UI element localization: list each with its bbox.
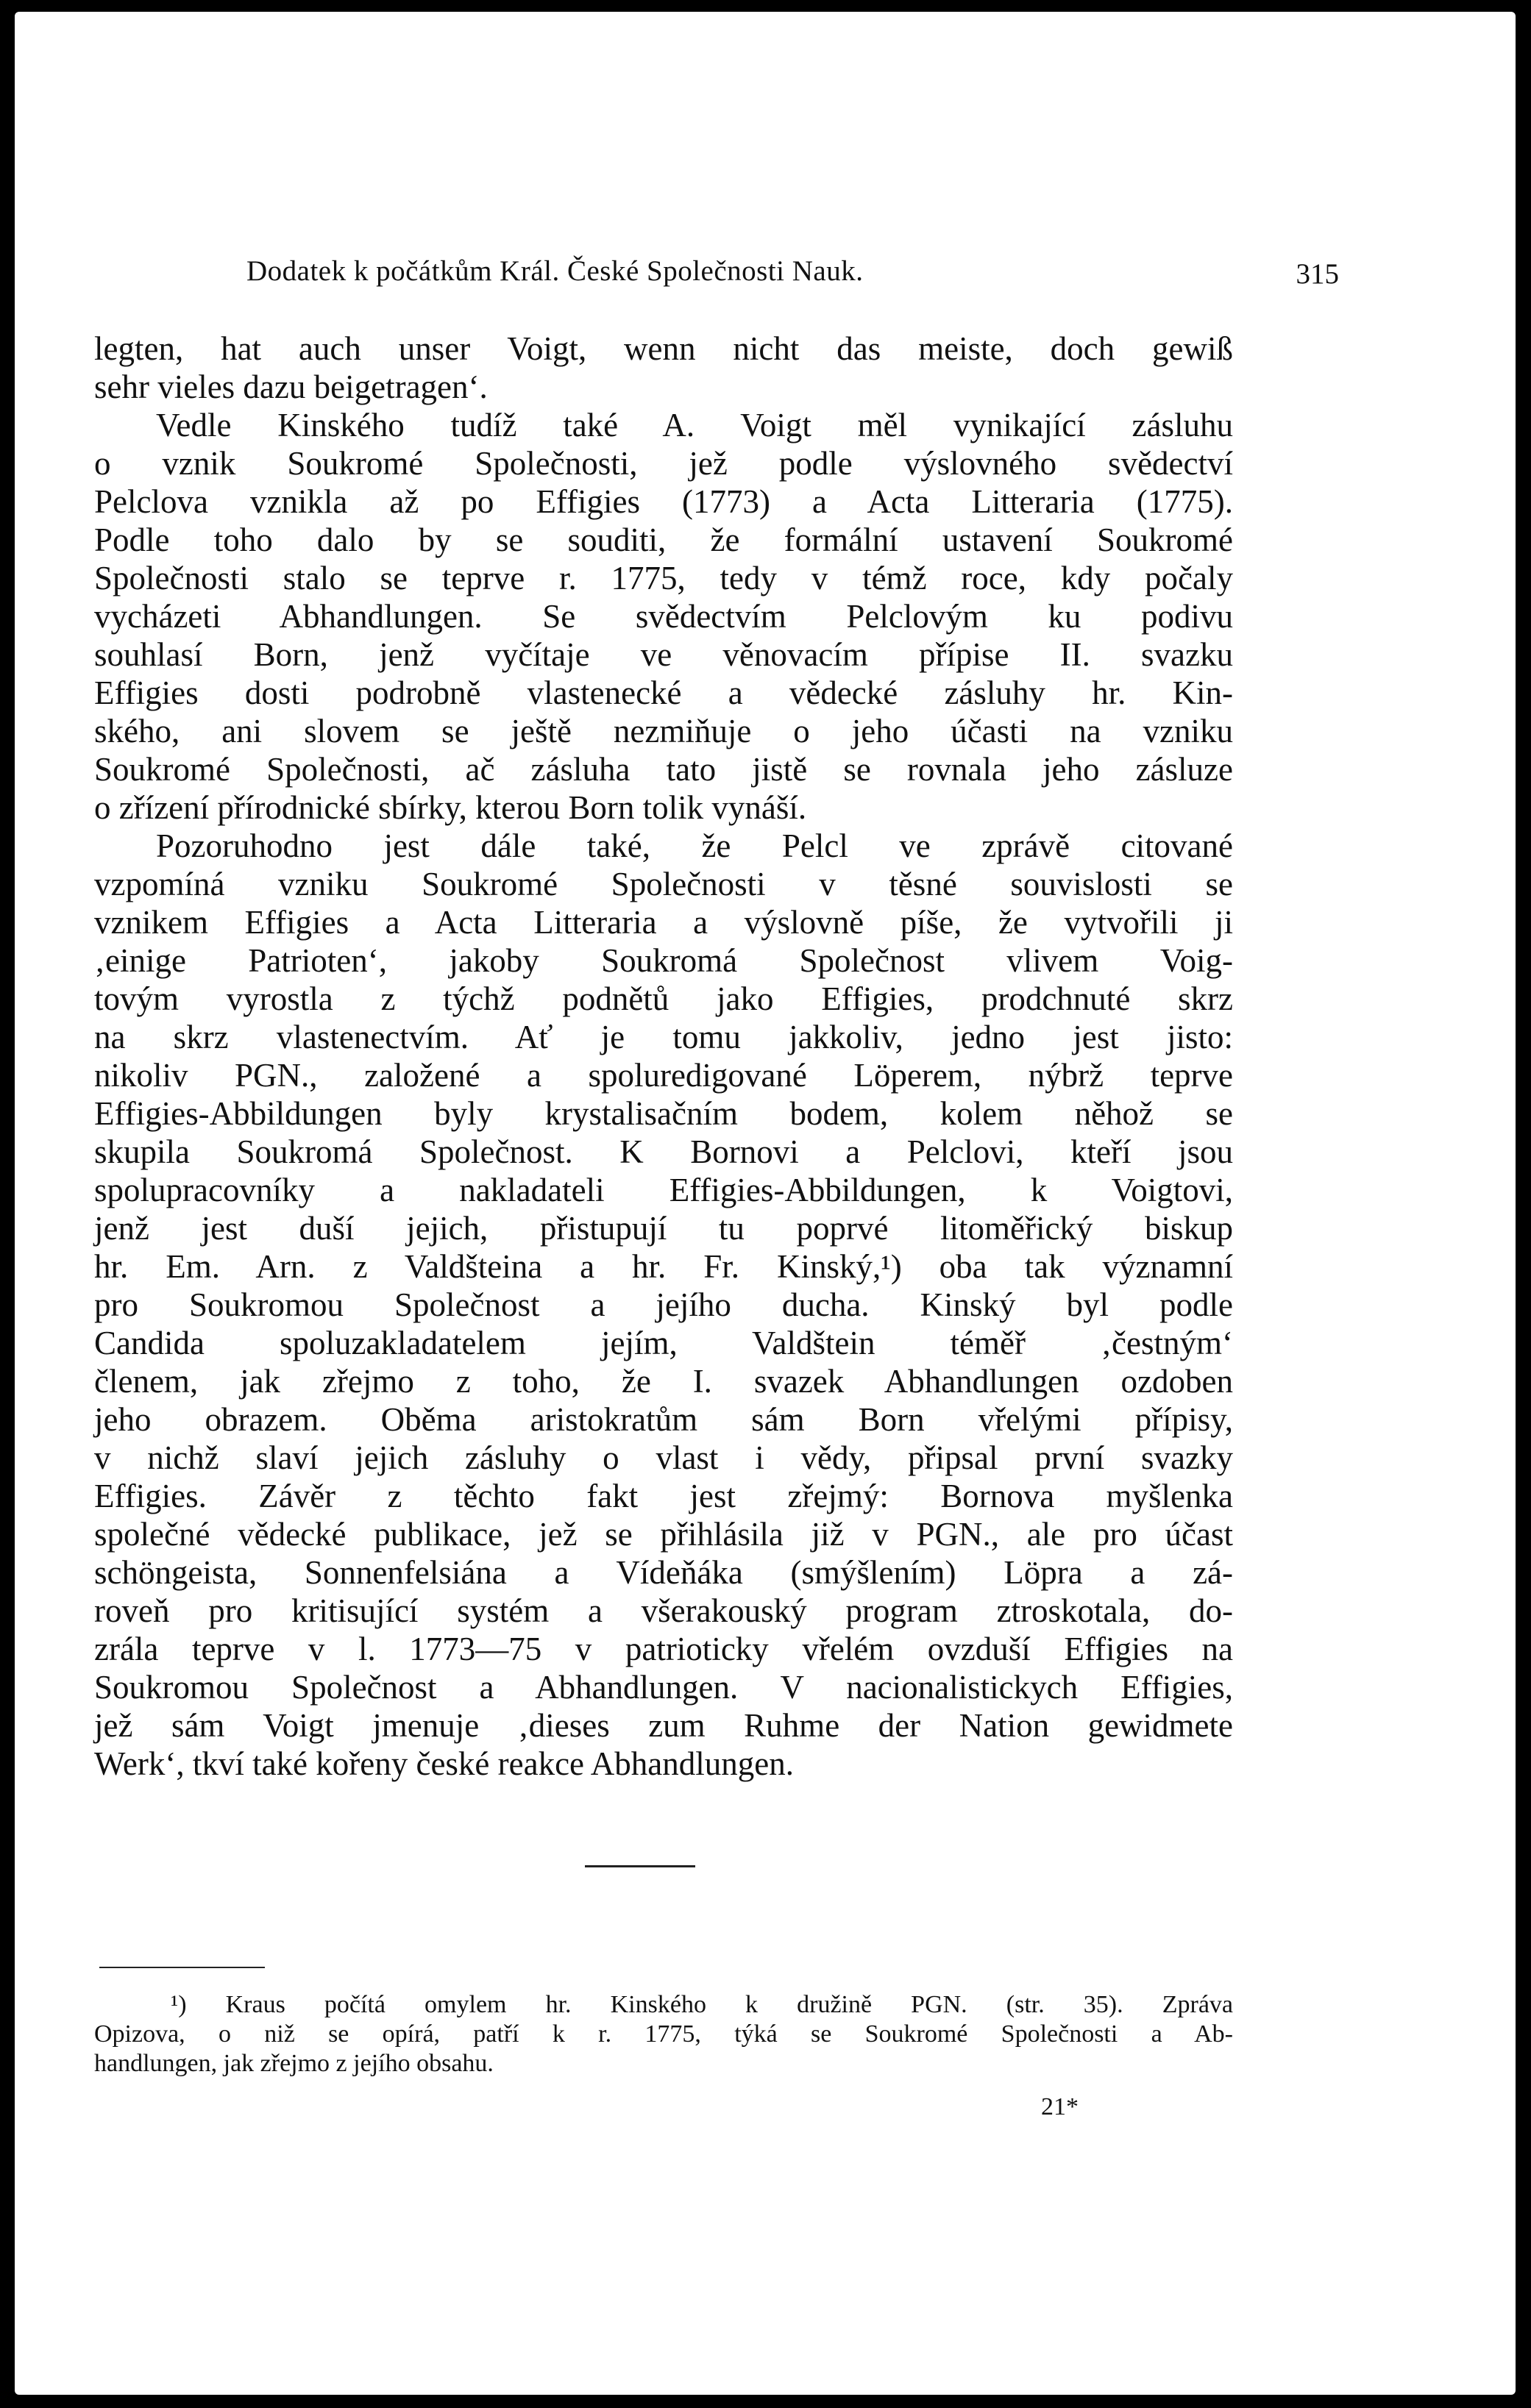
text-line: zrála teprve v l. 1773—75 v patriotic​ky vřelém ovzduší Effigies na [94, 1631, 1233, 1667]
text-line: jeho obrazem. Oběma aristokratům sám Born vřelými přípisy, [94, 1401, 1233, 1438]
text-line: společné vědecké publikace, jež se přihlásila již v PGN., ale pro účast [94, 1516, 1233, 1553]
text-line: sehr vieles dazu beigetragen‘. [94, 368, 488, 405]
text-line: skupila Soukromá Společnost. K Bornovi a Pelclovi, kteří jsou [94, 1133, 1233, 1170]
text-line: Pozoruhodno jest dále také, že Pelcl ve zprávě citované [156, 827, 1233, 864]
footnote-rule [99, 1967, 265, 1968]
text-line: na skrz vlastenectvím. Ať je tomu jakkoliv, jedno jest jisto: [94, 1019, 1233, 1055]
page-number: 315 [1296, 258, 1339, 290]
text-line: pro Soukromou Společnost a jejího ducha. Kinský byl podle [94, 1286, 1233, 1323]
text-line: Werk‘, tkví také kořeny české reakce Abhandlungen. [94, 1745, 794, 1782]
text-line: schöngeista, Sonnenfelsiána a Vídeňáka (smýšlením) Löpra a zá- [94, 1554, 1233, 1591]
text-line: Effigies. Závěr z těchto fakt jest zřejmý: Bornova myšlenka [94, 1478, 1233, 1514]
text-line: v nichž slaví jejich zásluhy o vlast i vědy, připsal první svazky [94, 1439, 1233, 1476]
text-line: ‚einige Patrioten‘, jakoby Soukromá Společnost vlivem Voig- [94, 942, 1233, 979]
text-line: vycházeti Abhandlungen. Se svědectvím Pelclovým ku podivu [94, 598, 1233, 635]
footnotes [94, 1990, 1233, 2078]
text-line: Soukromé Společnosti, ač zásluha tato jistě se rovnala jeho zásluze [94, 751, 1233, 788]
text-line: roveň pro kritisující systém a všerakouský program ztroskotala, do- [94, 1592, 1233, 1629]
text-line: Společnosti stalo se teprve r. 1775, tedy v témž roce, kdy počaly [94, 560, 1233, 596]
text-line: Podle toho dalo by se souditi, že formální ustavení Soukromé [94, 521, 1233, 558]
footnote-line: Opizova, o niž se opírá, patří k r. 1775, týká se Soukromé Společnosti a Ab- [94, 2020, 1233, 2048]
text-line: souhlasí Born, jenž vyčítaje ve věnovacím přípise II. svazku [94, 636, 1233, 673]
text-line: tovým vyrostla z týchž podnětů jako Effigies, prodchnuté skrz [94, 980, 1233, 1017]
text-line: jež sám Voigt jmenuje ‚dieses zum Ruhme der Nation gewidmete [94, 1707, 1233, 1744]
text-line: o vznik Soukromé Společnosti, jež podle výslovného svědectví [94, 445, 1233, 482]
signature-mark: 21* [1041, 2093, 1079, 2120]
running-title: Dodatek k počátkům Král. České Společnosti Nauk. [246, 255, 864, 287]
text-line: Pelclova vznikla až po Effigies (1773) a Acta Litteraria (1775). [94, 483, 1233, 520]
text-line: vznikem Effigies a Acta Litteraria a výslovně píše, že vytvořili ji [94, 904, 1233, 941]
text-line: nikoliv PGN., založené a spoluredigované Löperem, nýbrž teprve [94, 1057, 1233, 1094]
text-line: o zřízení přírodnické sbírky, kterou Born tolik vynáší. [94, 789, 807, 826]
text-line: ského, ani slovem se ještě nezmiňuje o jeho účasti na vzniku [94, 713, 1233, 749]
text-line: legten, hat auch unser Voigt, wenn nicht das meiste, doch gewiß [94, 330, 1233, 367]
section-separator [585, 1865, 695, 1867]
text-line: spolupracovníky a nakladateli Effigies-Abbildungen, k Voigtovi, [94, 1172, 1233, 1208]
footnote-line: handlungen, jak zřejmo z jejího obsahu. [94, 2050, 494, 2077]
text-line: jenž jest duší jejich, přistupují tu poprvé litoměřický biskup [94, 1210, 1233, 1247]
text-line: členem, jak zřejmo z toho, že I. svazek Abhandlungen ozdoben [94, 1363, 1233, 1400]
text-line: Vedle Kinského tudíž také A. Voigt měl vynikající zásluhu [156, 407, 1233, 444]
text-line: Soukromou Společnost a Abhandlungen. V nacionalistickych Effigies, [94, 1669, 1233, 1706]
text-line: vzpomíná vzniku Soukromé Společnosti v těsné souvislosti se [94, 866, 1233, 902]
text-line: Effigies dosti podrobně vlastenecké a vědecké zásluhy hr. Kin- [94, 674, 1233, 711]
footnote-line: ¹) Kraus počítá omylem hr. Kinského k družině PGN. (str. 35). Zpráva [171, 1991, 1233, 2018]
text-line: Effigies-Abbildungen byly krystalisačním bodem, kolem něhož se [94, 1095, 1233, 1132]
document-page [15, 12, 1516, 2395]
text-line: hr. Em. Arn. z Valdšteina a hr. Fr. Kinský,¹) oba tak významní [94, 1248, 1233, 1285]
text-line: Candida spoluzakladatelem jejím, Valdštein téměř ‚čestným‘ [94, 1325, 1233, 1361]
body-text [94, 330, 1233, 1783]
page-header [103, 254, 1339, 299]
